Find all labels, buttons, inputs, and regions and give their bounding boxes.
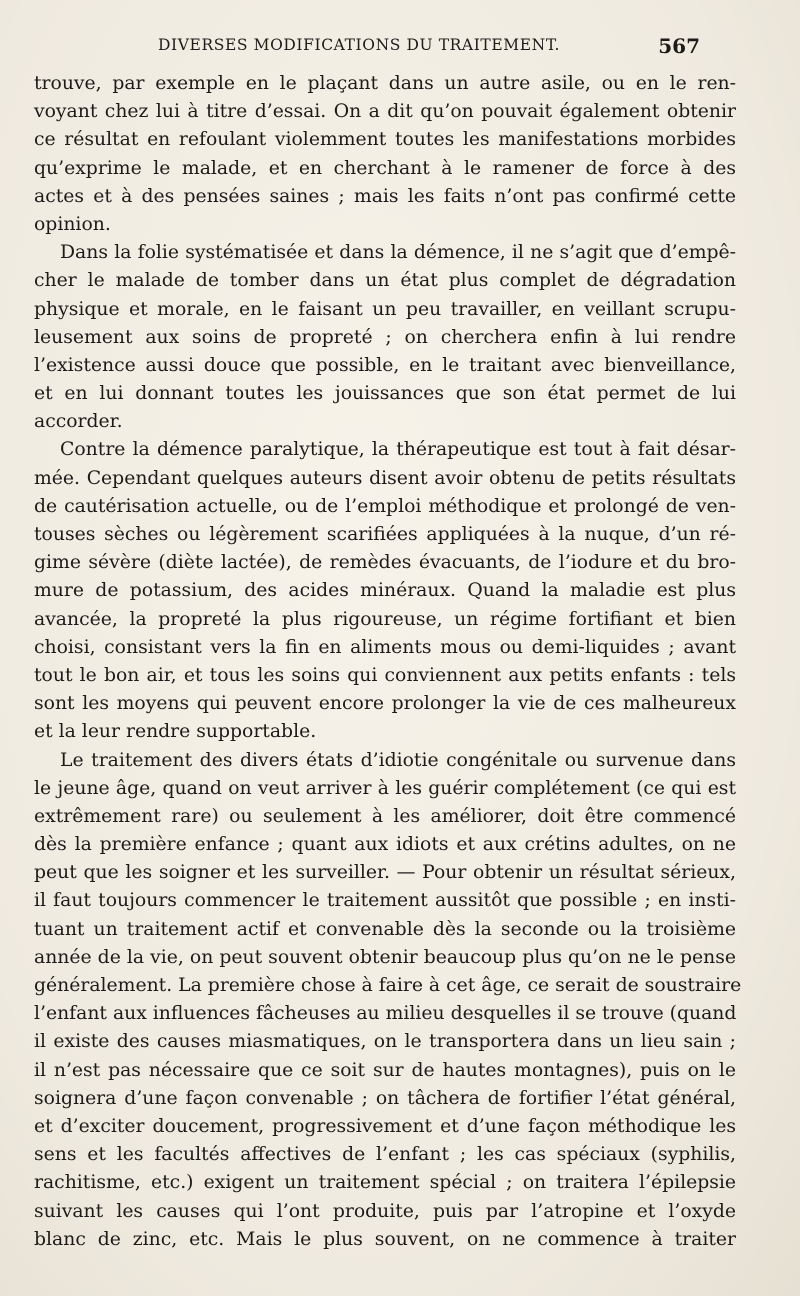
text-line: année de la vie, on peut souvent obtenir beaucoup plus qu’on ne le pense xyxy=(34,946,736,968)
paragraph xyxy=(34,70,736,239)
text-line: rachitisme, etc.) exigent un traitement spécial ; on traitera l’épilepsie xyxy=(34,1172,736,1194)
text-line: suivant les causes qui l’ont produite, puis par l’atropine et l’oxyde xyxy=(34,1200,736,1222)
text-line: Le traitement des divers états d’idiotie congénitale ou survenue dans xyxy=(60,749,736,771)
text-line: généralement. La première chose à faire à cet âge, ce serait de soustraire xyxy=(34,975,742,996)
text-line: et la leur rendre supportable. xyxy=(34,721,317,743)
text-line: touses sèches ou légèrement scarifiées appliquées à la nuque, d’un ré- xyxy=(34,524,736,545)
text-line: et en lui donnant toutes les jouissances que son état permet de lui xyxy=(34,383,736,405)
body-text xyxy=(34,70,742,1254)
text-line: soignera d’une façon convenable ; on tâchera de fortifier l’état général, xyxy=(34,1087,736,1109)
text-line: il n’est pas nécessaire que ce soit sur de hautes montagnes), puis on le xyxy=(34,1059,736,1081)
text-line: leusement aux soins de propreté ; on cherchera enfin à lui rendre xyxy=(34,326,736,348)
text-line: il existe des causes miasmatiques, on le transportera dans un lieu sain ; xyxy=(34,1031,736,1053)
text-line: voyant chez lui à titre d’essai. On a dit qu’on pouvait également obtenir xyxy=(34,101,736,123)
text-line: peut que les soigner et les surveiller. — Pour obtenir un résultat sérieux, xyxy=(34,862,736,884)
text-line: extrêmement rare) ou seulement à les améliorer, doit être commencé xyxy=(34,805,736,827)
text-line: physique et morale, en le faisant un peu travailler, en veillant scrupu- xyxy=(34,298,736,320)
text-line: cher le malade de tomber dans un état plus complet de dégradation xyxy=(34,270,736,292)
text-line: tout le bon air, et tous les soins qui conviennent aux petits enfants : tels xyxy=(34,664,736,686)
text-line: de cautérisation actuelle, ou de l’emploi méthodique et prolongé de ven- xyxy=(34,495,736,517)
text-line: et d’exciter doucement, progressivement et d’une façon méthodique les xyxy=(34,1115,736,1137)
text-line: opinion. xyxy=(34,213,111,235)
text-line: il faut toujours commencer le traitement aussitôt que possible ; en insti- xyxy=(34,890,736,912)
text-line: mée. Cependant quelques auteurs disent avoir obtenu de petits résultats xyxy=(34,467,736,489)
text-line: sont les moyens qui peuvent encore prolonger la vie de ces malheureux xyxy=(34,693,736,715)
text-line: choisi, consistant vers la fin en aliments mous ou demi-liquides ; avant xyxy=(34,636,736,658)
paragraph xyxy=(34,239,736,436)
text-line: dès la première enfance ; quant aux idiots et aux crétins adultes, on ne xyxy=(34,834,736,856)
text-line: tuant un traitement actif et convenable dès la seconde ou la troisième xyxy=(34,918,736,940)
text-line: mure de potassium, des acides minéraux. Quand la maladie est plus xyxy=(34,580,736,602)
text-line: ce résultat en refoulant violemment toutes les manifestations morbides xyxy=(34,129,736,151)
text-line: avancée, la propreté la plus rigoureuse, un régime fortifiant et bien xyxy=(34,608,736,630)
text-line: trouve, par exemple en le plaçant dans un autre asile, ou en le ren- xyxy=(34,73,736,94)
text-line: l’enfant aux influences fâcheuses au milieu desquelles il se trouve (quand xyxy=(34,1003,737,1025)
text-line: l’existence aussi douce que possible, en le traitant avec bienveillance, xyxy=(34,354,736,376)
page-header xyxy=(40,34,700,60)
text-line: Contre la démence paralytique, la thérapeutique est tout à fait désar- xyxy=(60,439,736,461)
text-line: blanc de zinc, etc. Mais le plus souvent, on ne commence à traiter xyxy=(34,1228,736,1250)
text-line: Dans la folie systématisée et dans la démence, il ne s’agit que d’empê- xyxy=(60,242,736,264)
text-line: qu’exprime le malade, et en cherchant à le ramener de force à des xyxy=(34,157,736,179)
text-line: le jeune âge, quand on veut arriver à les guérir complétement (ce qui est xyxy=(34,777,736,799)
text-line: gime sévère (diète lactée), de remèdes évacuants, de l’iodure et du bro- xyxy=(34,552,736,574)
text-line: sens et les facultés affectives de l’enfant ; les cas spéciaux (syphilis, xyxy=(34,1144,736,1166)
text-line: actes et à des pensées saines ; mais les faits n’ont pas confirmé cette xyxy=(34,185,736,207)
running-title: DIVERSES MODIFICATIONS DU TRAITEMENT. xyxy=(158,36,561,54)
text-line: accorder. xyxy=(34,411,123,433)
page-number: 567 xyxy=(658,34,700,58)
paragraph xyxy=(34,747,742,1254)
paragraph xyxy=(34,436,736,746)
